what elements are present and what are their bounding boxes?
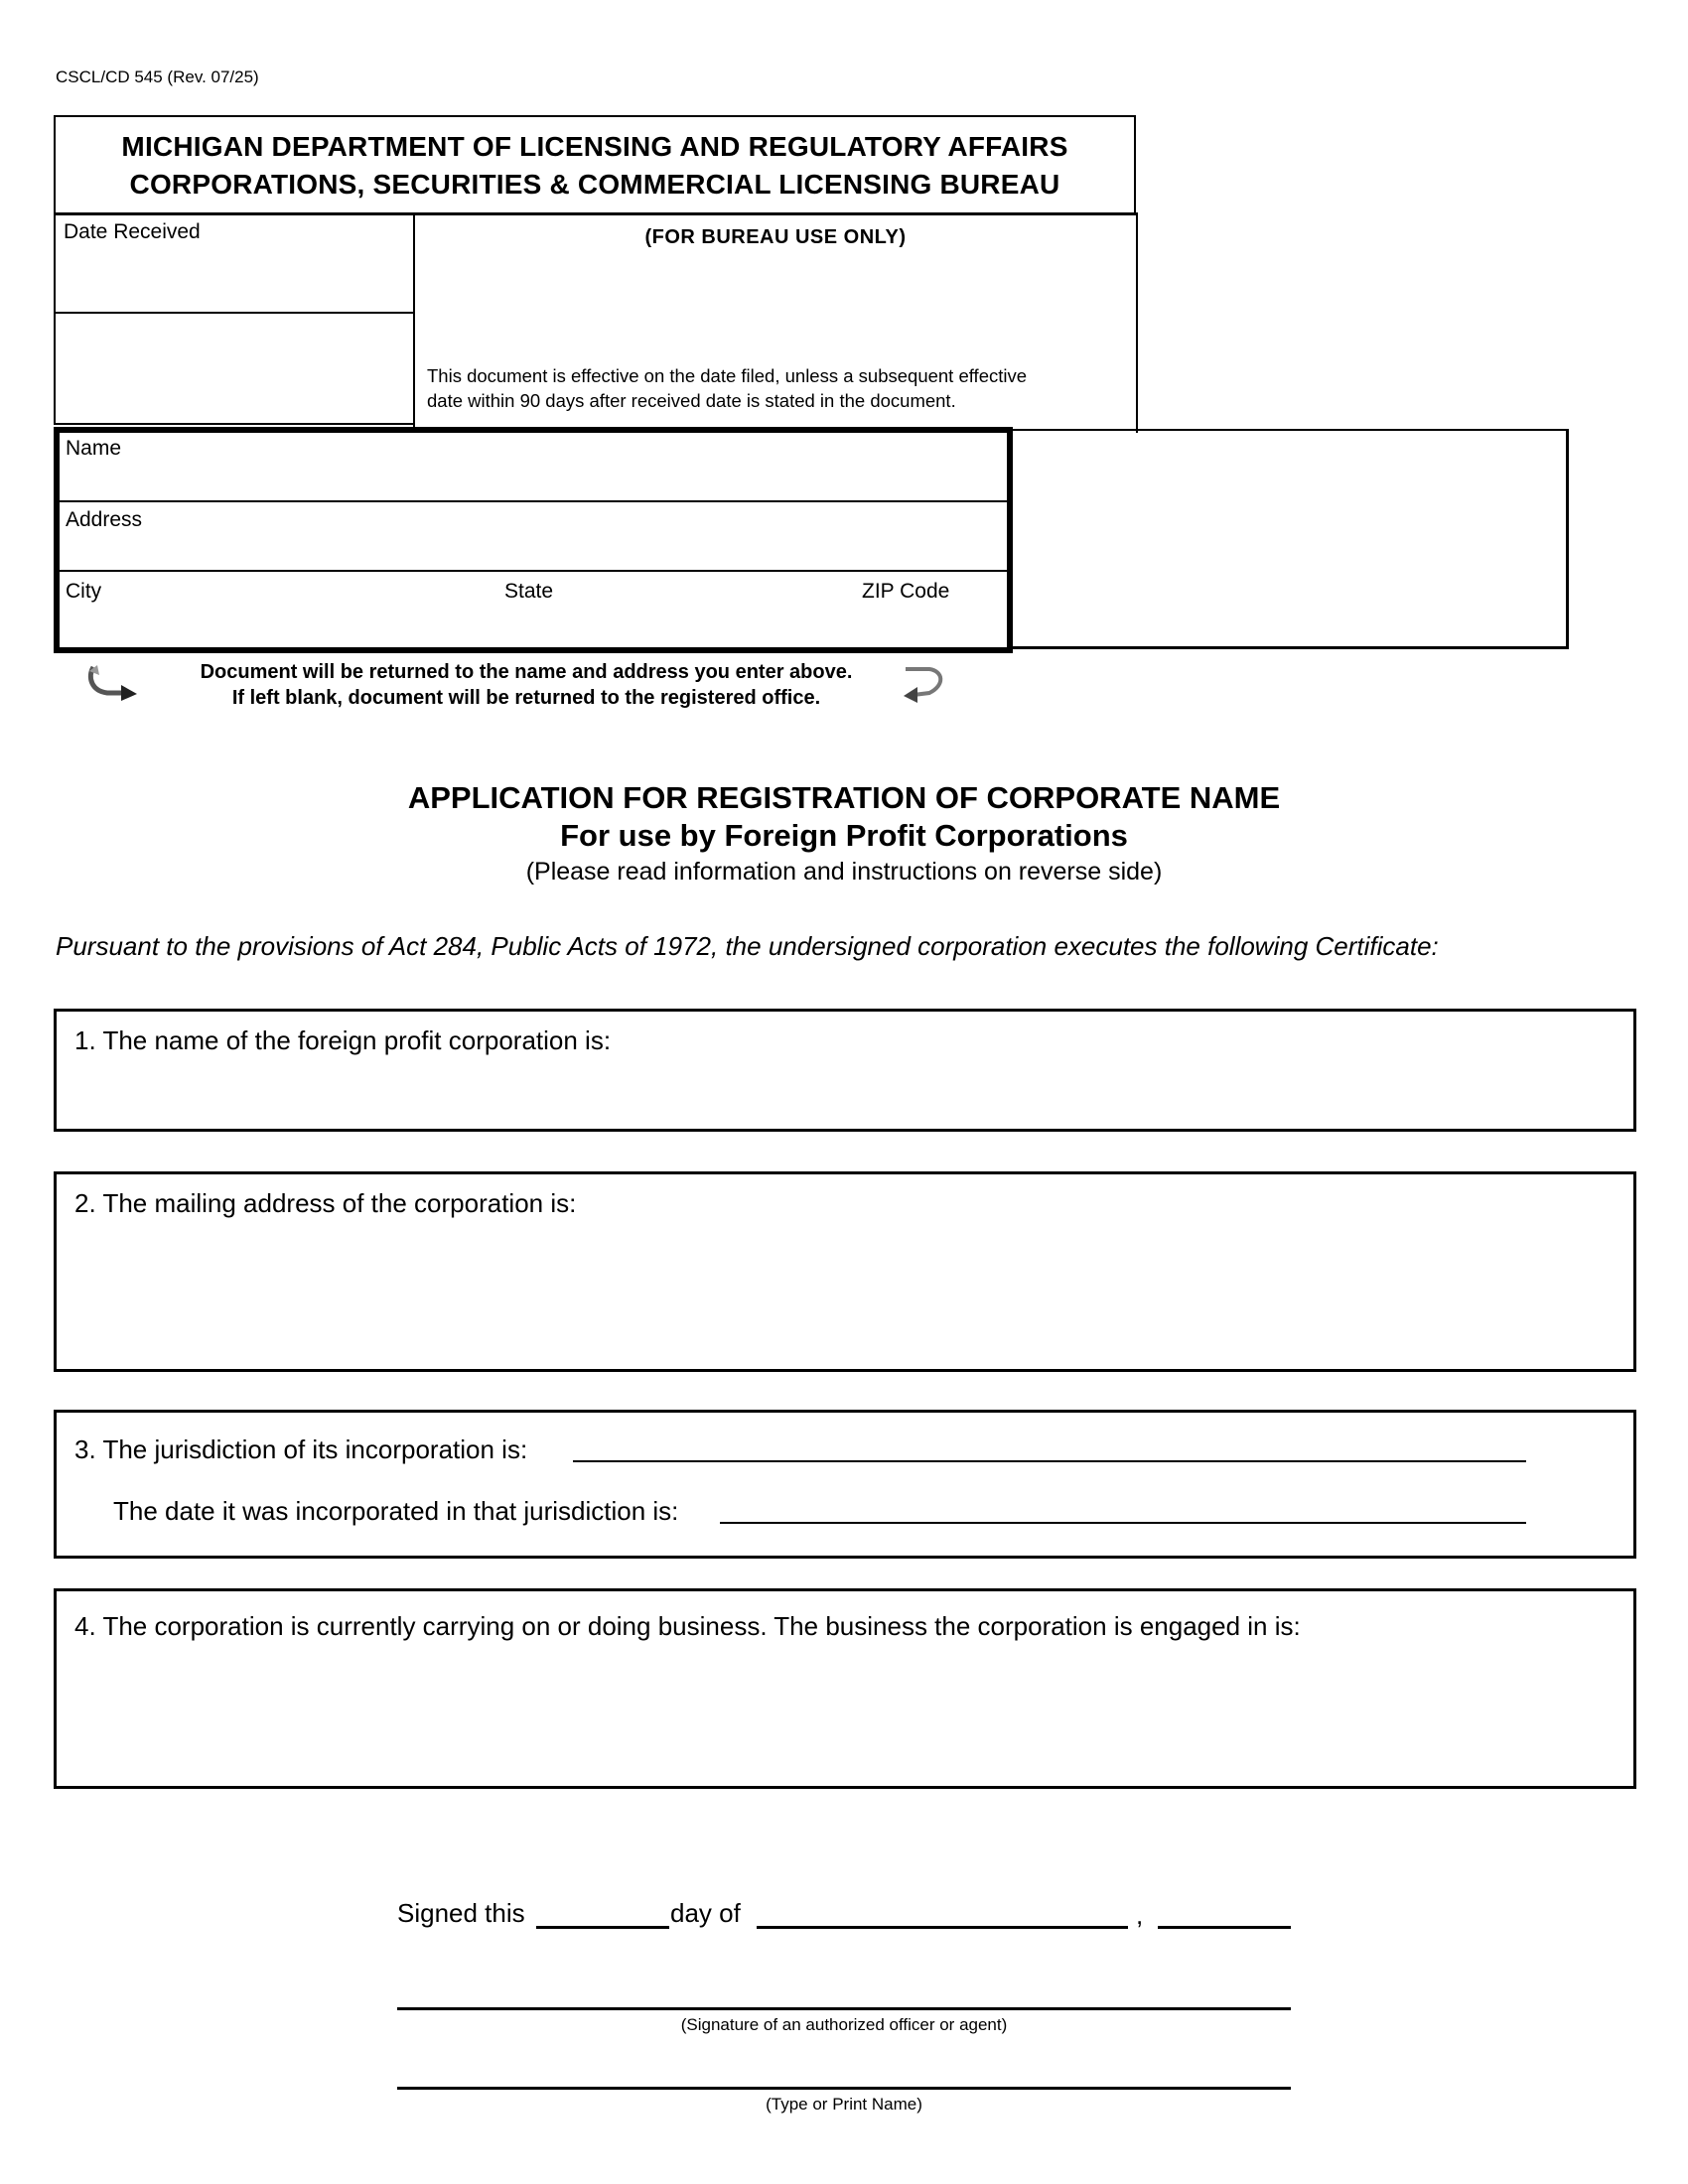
bureau-use-area bbox=[413, 214, 1138, 433]
city-label: City bbox=[66, 580, 102, 603]
curved-arrow-left-icon bbox=[85, 663, 143, 703]
agency-header bbox=[54, 115, 1136, 214]
name-label: Name bbox=[66, 437, 122, 460]
printed-name-input-line[interactable] bbox=[397, 2087, 1291, 2090]
date-received-box[interactable] bbox=[54, 214, 415, 314]
address-field[interactable] bbox=[60, 502, 1007, 572]
curved-arrow-right-icon bbox=[900, 663, 949, 703]
bureau-use-label: (FOR BUREAU USE ONLY) bbox=[644, 226, 907, 248]
state-label: State bbox=[504, 580, 554, 603]
instructions-note: (Please read information and instructions on reverse side) bbox=[525, 858, 1163, 886]
bureau-stamp-box bbox=[54, 314, 415, 425]
city-state-zip-row bbox=[60, 572, 1007, 647]
effective-date-note bbox=[427, 363, 1027, 413]
incorporation-date-input-line[interactable] bbox=[720, 1522, 1526, 1524]
item-4-label: 4. The corporation is currently carrying on or doing business. The business the corporation is engaged in is: bbox=[74, 1611, 1301, 1641]
jurisdiction-input-line[interactable] bbox=[573, 1460, 1526, 1462]
item-3-jurisdiction bbox=[54, 1410, 1636, 1559]
return-note bbox=[159, 659, 894, 711]
name-field[interactable] bbox=[60, 433, 1007, 502]
address-label: Address bbox=[66, 508, 143, 531]
side-blank-box bbox=[1011, 429, 1569, 649]
item-2-mailing-address[interactable] bbox=[54, 1171, 1636, 1372]
month-input-line[interactable] bbox=[757, 1926, 1128, 1929]
return-note-line2: If left blank, document will be returned to the registered office. bbox=[231, 687, 821, 709]
form-subtitle: For use by Foreign Profit Corporations bbox=[560, 818, 1128, 853]
item-3-date-label: The date it was incorporated in that jurisdiction is: bbox=[113, 1496, 679, 1526]
item-4-business[interactable] bbox=[54, 1588, 1636, 1789]
form-number: CSCL/CD 545 (Rev. 07/25) bbox=[56, 68, 259, 86]
signature-caption: (Signature of an authorized officer or agent) bbox=[680, 2015, 1008, 2034]
day-input-line[interactable] bbox=[536, 1926, 669, 1929]
day-of-label: day of bbox=[670, 1898, 741, 1928]
date-comma: , bbox=[1136, 1900, 1144, 1930]
item-2-label: 2. The mailing address of the corporation is: bbox=[74, 1188, 577, 1218]
effective-note-line1: This document is effective on the date filed, unless a subsequent effective bbox=[427, 365, 1028, 386]
return-address-block bbox=[54, 427, 1013, 653]
item-1-corporation-name[interactable] bbox=[54, 1009, 1636, 1132]
pursuant-statement: Pursuant to the provisions of Act 284, Public Acts of 1972, the undersigned corporation executes the following Certificate: bbox=[56, 931, 1439, 961]
item-1-label: 1. The name of the foreign profit corporation is: bbox=[74, 1025, 612, 1055]
agency-name: MICHIGAN DEPARTMENT OF LICENSING AND REGULATORY AFFAIRS bbox=[121, 131, 1068, 162]
signed-this-label: Signed this bbox=[397, 1898, 525, 1928]
year-input-line[interactable] bbox=[1158, 1926, 1291, 1929]
printed-name-caption: (Type or Print Name) bbox=[766, 2095, 922, 2114]
return-note-line1: Document will be returned to the name and address you enter above. bbox=[200, 661, 853, 683]
effective-note-line2: date within 90 days after received date is stated in the document. bbox=[427, 390, 956, 411]
zip-label: ZIP Code bbox=[862, 580, 950, 603]
date-received-label: Date Received bbox=[64, 220, 201, 243]
item-3-label: 3. The jurisdiction of its incorporation is: bbox=[74, 1434, 528, 1464]
form-title: APPLICATION FOR REGISTRATION OF CORPORATE NAME bbox=[407, 780, 1281, 815]
signature-input-line[interactable] bbox=[397, 2007, 1291, 2010]
bureau-name: CORPORATIONS, SECURITIES & COMMERCIAL LICENSING BUREAU bbox=[129, 169, 1060, 200]
